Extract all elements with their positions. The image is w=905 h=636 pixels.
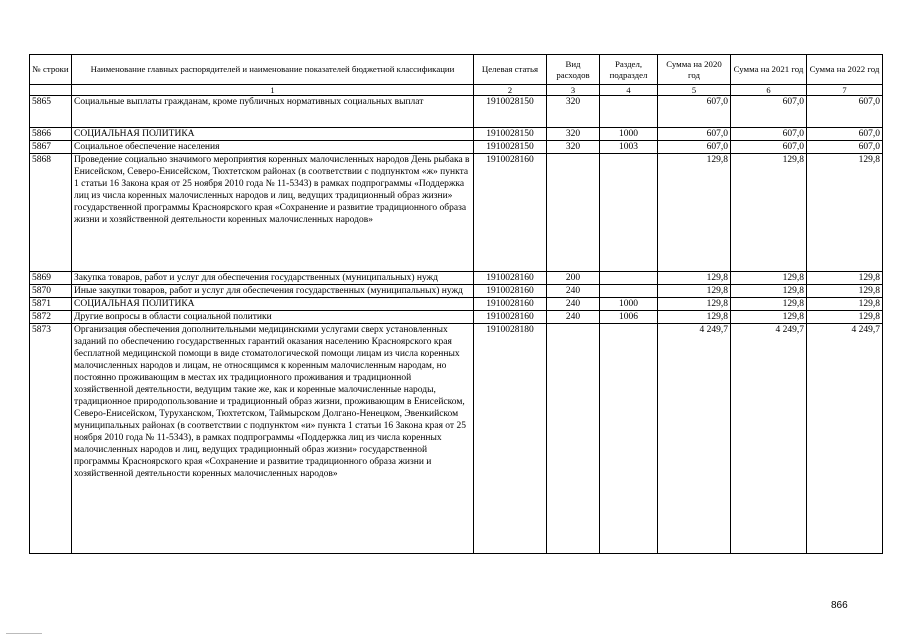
column-number: 1	[72, 85, 474, 96]
table-row	[30, 272, 883, 285]
row-section: 1000	[600, 128, 658, 141]
row-sum-2020: 4 249,7	[658, 324, 731, 554]
row-sum-2020: 129,8	[658, 285, 731, 298]
table-row	[30, 311, 883, 324]
row-sum-2022: 607,0	[807, 141, 883, 154]
row-number: 5869	[30, 272, 72, 285]
row-sum-2021: 4 249,7	[731, 324, 807, 554]
row-number: 5871	[30, 298, 72, 311]
row-expense-type	[547, 324, 600, 554]
budget-table	[29, 54, 883, 554]
row-sum-2022: 607,0	[807, 96, 883, 128]
row-section	[600, 272, 658, 285]
table-row	[30, 285, 883, 298]
row-number: 5865	[30, 96, 72, 128]
header-sum-2020: Сумма на 2020 год	[658, 55, 731, 85]
row-section	[600, 96, 658, 128]
row-sum-2021: 607,0	[731, 128, 807, 141]
row-sum-2022: 129,8	[807, 285, 883, 298]
row-name: Иные закупки товаров, работ и услуг для обеспечения государственных (муниципальных) нужд	[72, 285, 474, 298]
row-number: 5866	[30, 128, 72, 141]
table-row	[30, 154, 883, 272]
header-sum-2021: Сумма на 2021 год	[731, 55, 807, 85]
row-expense-type: 320	[547, 96, 600, 128]
row-number: 5868	[30, 154, 72, 272]
header-target: Целевая статья	[474, 55, 547, 85]
column-number-row	[30, 85, 883, 96]
row-name: Закупка товаров, работ и услуг для обеспечения государственных (муниципальных) нужд	[72, 272, 474, 285]
row-target-code: 1910028160	[474, 285, 547, 298]
row-sum-2020: 129,8	[658, 311, 731, 324]
page-number: 866	[831, 600, 848, 611]
row-target-code: 1910028160	[474, 311, 547, 324]
column-number: 4	[600, 85, 658, 96]
row-target-code: 1910028150	[474, 96, 547, 128]
column-number: 7	[807, 85, 883, 96]
row-sum-2020: 607,0	[658, 128, 731, 141]
column-number: 2	[474, 85, 547, 96]
row-sum-2022: 129,8	[807, 272, 883, 285]
row-name: СОЦИАЛЬНАЯ ПОЛИТИКА	[72, 298, 474, 311]
header-type: Вид расходов	[547, 55, 600, 85]
column-number: 5	[658, 85, 731, 96]
row-name: Другие вопросы в области социальной политики	[72, 311, 474, 324]
row-expense-type: 240	[547, 285, 600, 298]
table-row	[30, 324, 883, 554]
row-name: Организация обеспечения дополнительными медицинскими услугами сверх установленных заданий по обеспечению государственных гарантий оказания населению Красноярского края бесплатной медицинской помощи в виде стоматологической помощи лицам из числа коренных малочисленных народов и лицам, не относящимся к коренным малочисленным народам, но постоянно проживающим в местах их традиционного проживания и традиционной хозяйственной деятельности, ведущим такие же, как и коренные малочисленные народы, традиционное природопользование и традиционный образ жизни, проживающим в Енисейском, Северо-Енисейском, Туруханском, Тюхтетском, Таймырском Долгано-Ненецком, Эвенкийском муниципальных районах (в соответствии с подпунктом «и» пункта 1 статьи 16 Закона края от 25 ноября 2010 года № 11-5343), в рамках подпрограммы «Поддержка лиц из числа коренных малочисленных народов и лиц, ведущих традиционный образ жизни» государственной программы Красноярского края «Сохранение и развитие традиционного образа жизни и хозяйственной деятельности коренных малочисленных народов»	[72, 324, 474, 554]
row-sum-2021: 129,8	[731, 298, 807, 311]
row-sum-2021: 129,8	[731, 272, 807, 285]
row-target-code: 1910028150	[474, 128, 547, 141]
row-expense-type: 240	[547, 298, 600, 311]
row-expense-type: 240	[547, 311, 600, 324]
row-sum-2022: 129,8	[807, 298, 883, 311]
row-sum-2021: 607,0	[731, 96, 807, 128]
row-sum-2020: 129,8	[658, 272, 731, 285]
row-number: 5870	[30, 285, 72, 298]
row-sum-2022: 607,0	[807, 128, 883, 141]
header-section: Раздел, подраздел	[600, 55, 658, 85]
row-target-code: 1910028180	[474, 324, 547, 554]
corner-mark	[6, 633, 42, 634]
column-number: 3	[547, 85, 600, 96]
header-name: Наименование главных распорядителей и наименование показателей бюджетной классификации	[72, 55, 474, 85]
row-number: 5872	[30, 311, 72, 324]
row-section	[600, 324, 658, 554]
row-sum-2020: 607,0	[658, 96, 731, 128]
row-target-code: 1910028160	[474, 154, 547, 272]
column-number: 6	[731, 85, 807, 96]
row-section: 1000	[600, 298, 658, 311]
table-row	[30, 96, 883, 128]
table-row	[30, 128, 883, 141]
row-sum-2020: 129,8	[658, 154, 731, 272]
row-expense-type: 200	[547, 272, 600, 285]
row-expense-type: 320	[547, 141, 600, 154]
header-sum-2022: Сумма на 2022 год	[807, 55, 883, 85]
row-sum-2022: 129,8	[807, 311, 883, 324]
row-name: Проведение социально значимого мероприятия коренных малочисленных народов День рыбака в Енисейском, Северо-Енисейском, Тюхтетском районах (в соответствии с подпунктом «ж» пункта 1 статьи 16 Закона края от 25 ноября 2010 года № 11-5343) в рамках подпрограммы «Поддержка лиц из числа коренных малочисленных народов и лиц, ведущих традиционный образ жизни» государственной программы Красноярского края «Сохранение и развитие традиционного образа жизни и хозяйственной деятельности коренных малочисленных народов»	[72, 154, 474, 272]
table-header-row	[30, 55, 883, 85]
row-section	[600, 154, 658, 272]
table-row	[30, 141, 883, 154]
row-section: 1003	[600, 141, 658, 154]
row-name: Социальное обеспечение населения	[72, 141, 474, 154]
row-target-code: 1910028150	[474, 141, 547, 154]
row-sum-2021: 607,0	[731, 141, 807, 154]
row-section: 1006	[600, 311, 658, 324]
row-sum-2021: 129,8	[731, 285, 807, 298]
row-number: 5873	[30, 324, 72, 554]
header-row-no: № строки	[30, 55, 72, 85]
row-name: Социальные выплаты гражданам, кроме публичных нормативных социальных выплат	[72, 96, 474, 128]
row-expense-type	[547, 154, 600, 272]
row-target-code: 1910028160	[474, 298, 547, 311]
row-sum-2022: 129,8	[807, 154, 883, 272]
row-section	[600, 285, 658, 298]
row-sum-2020: 129,8	[658, 298, 731, 311]
column-number	[30, 85, 72, 96]
row-sum-2021: 129,8	[731, 154, 807, 272]
row-sum-2021: 129,8	[731, 311, 807, 324]
row-sum-2020: 607,0	[658, 141, 731, 154]
row-expense-type: 320	[547, 128, 600, 141]
row-target-code: 1910028160	[474, 272, 547, 285]
row-sum-2022: 4 249,7	[807, 324, 883, 554]
table-row	[30, 298, 883, 311]
row-number: 5867	[30, 141, 72, 154]
row-name: СОЦИАЛЬНАЯ ПОЛИТИКА	[72, 128, 474, 141]
